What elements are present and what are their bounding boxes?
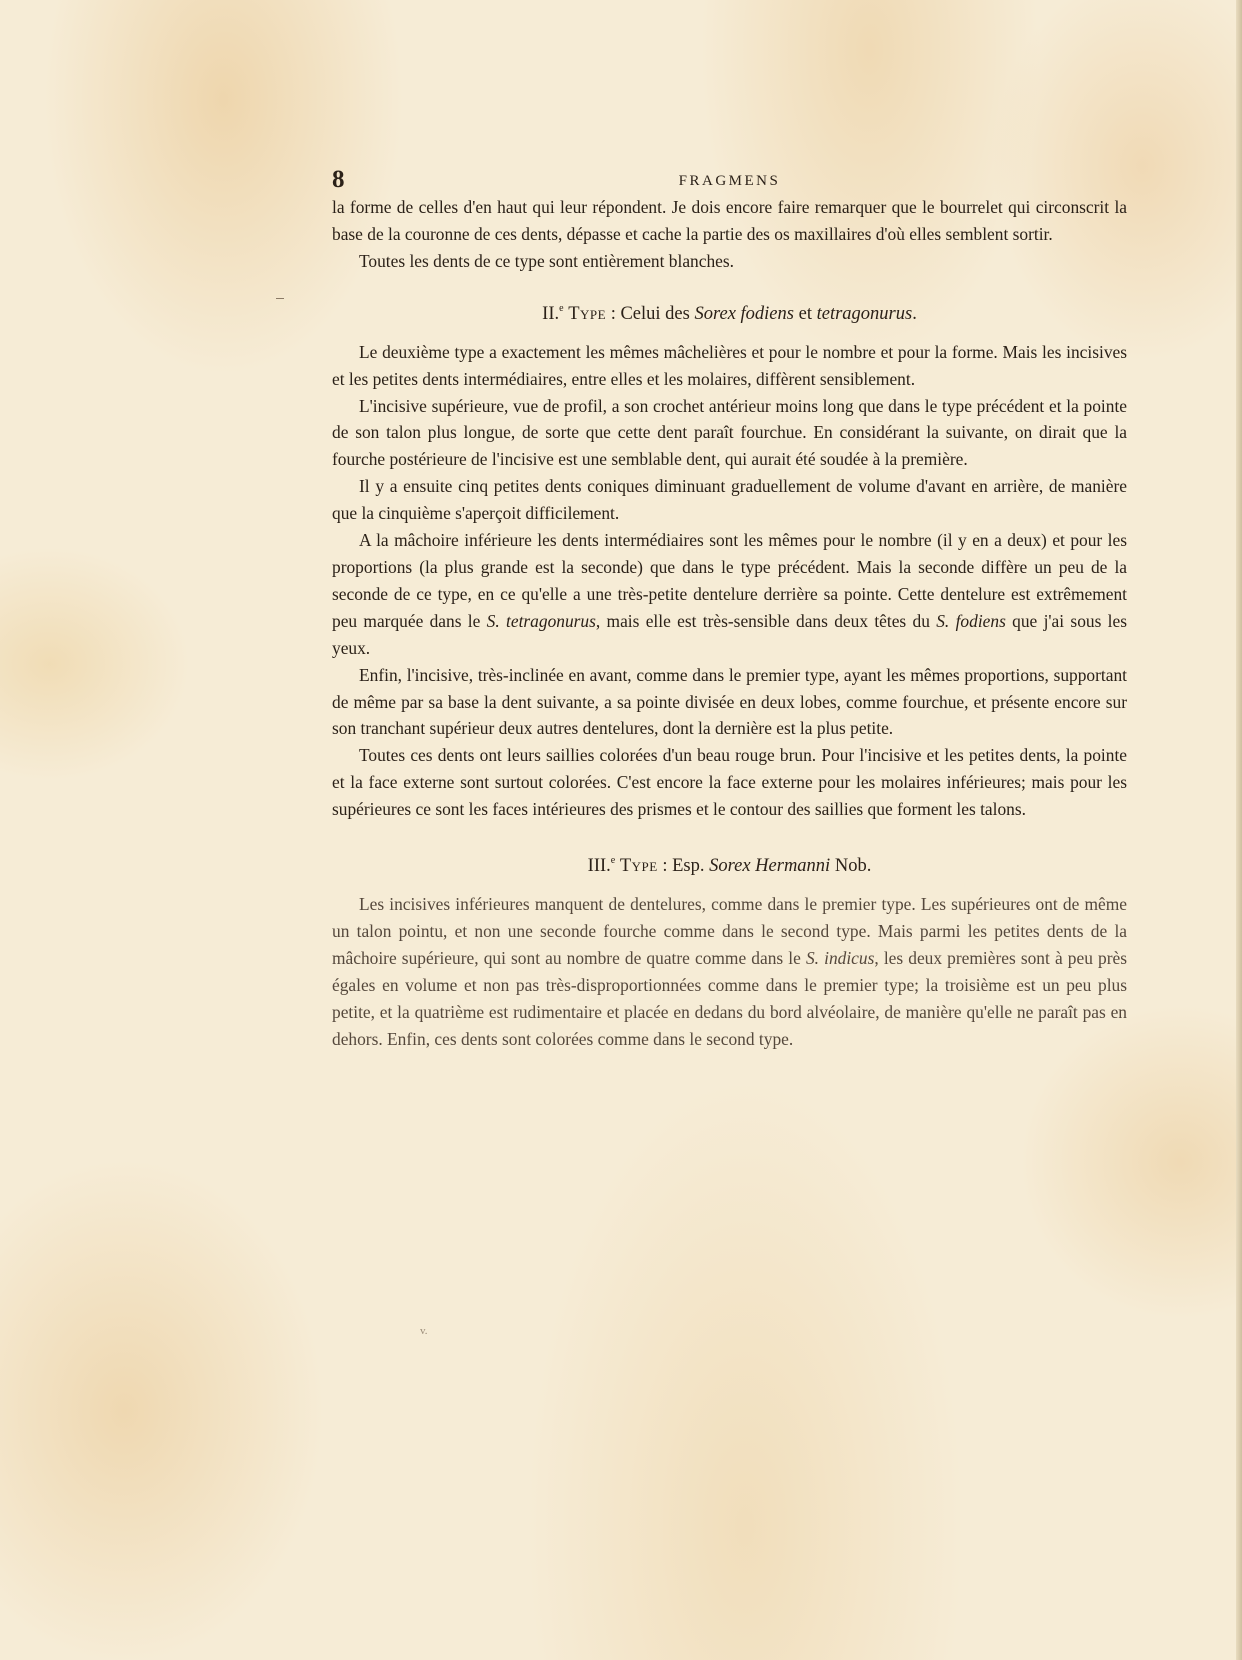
paragraph-continued: la forme de celles d'en haut qui leur répondent. Je dois encore faire remarquer que le bourrelet qui circonscrit la base de la couronne de ces dents, dépasse et cache la partie des os maxillaires d'où elles semblent sortir. [332, 197, 1127, 244]
heading-species-b: tetragonurus [816, 303, 913, 324]
heading-colon: : Celui des [606, 303, 695, 324]
text-run: Les incisives inférieures manquent de dentelures, comme dans le premier type. Les supérieures ont de même un talon pointu, et non une seconde fourche comme dans le second type. Mais parmi les petites dents de la mâchoire supérieure, qui sont au nombre de quatre comme dans le [332, 894, 1127, 968]
heading-period: . [912, 303, 917, 324]
section-heading-type-3 [332, 847, 1127, 880]
heading-type-word: Type [568, 303, 607, 324]
paragraph [332, 891, 1127, 1052]
species-name: S. fodiens [936, 610, 1006, 631]
page-number: 8 [332, 166, 345, 193]
signature-mark: v. [420, 1325, 428, 1337]
paragraph: Enfin, l'incisive, très-inclinée en avant, comme dans le premier type, ayant les mêmes proportions, supportant de même par sa base la dent suivante, a sa pointe divisée en deux lobes, comme fourchue, et présente encore sur son tranchant supérieur deux autres dentelures, dont la dernière est la plus petite. [332, 664, 1127, 739]
text-run: , les deux premières sont à peu près égales en volume et non pas très-disproportionnées comme dans le premier type; la troisième est un peu plus petite, et la quatrième est rudimentaire et placée en dedans du bord alvéolaire, de manière qu'elle ne paraît pas en dehors. Enfin, ces dents sont colorées comme dans le second type. [332, 947, 1127, 1049]
heading-species-a: Sorex fodiens [694, 303, 794, 324]
heading-numeral: III. [587, 856, 611, 877]
heading-conj: et [793, 303, 817, 324]
heading-numeral: II. [542, 303, 560, 324]
paragraph: Le deuxième type a exactement les mêmes mâchelières et pour le nombre et pour la forme. Mais les incisives et les petites dents intermédiaires, entre elles et les molaires, diffèrent sensiblement. [332, 341, 1127, 389]
heading-species: Sorex Hermanni [709, 856, 831, 877]
section-heading-type-2 [332, 295, 1127, 328]
faded-section [332, 891, 1127, 1052]
heading-type-word: Type [619, 856, 658, 877]
heading-colon: : Esp. [657, 856, 710, 877]
paragraph: Toutes ces dents ont leurs saillies colorées d'un beau rouge brun. Pour l'incisive et les petites dents, la pointe et la face externe sont surtout colorées. C'est encore la face externe pour les molaires inférieures; mais pour les supérieures ce sont les faces intérieures des prismes et le contour des saillies que forment les talons. [332, 745, 1127, 820]
species-name: S. indicus [805, 947, 875, 968]
text-run: que j'ai sous les yeux. [332, 610, 1127, 658]
heading-superscript: e [559, 302, 564, 314]
paragraph: Il y a ensuite cinq petites dents coniques diminuant graduellement de volume d'avant en arrière, de manière que la cinquième s'aperçoit difficilement. [332, 476, 1127, 524]
text-run: , mais elle est très-sensible dans deux têtes du [595, 610, 937, 631]
running-head [332, 166, 1127, 194]
paragraph: L'incisive supérieure, vue de profil, a son crochet antérieur moins long que dans le type précédent et la pointe de son talon plus longue, de sorte que cette dent paraît fourchue. En considérant la suivante, on dirait que la fourche postérieure de l'incisive est une semblable dent, qui aurait été soudée à la première. [332, 395, 1127, 470]
paragraph [332, 527, 1127, 662]
running-title: FRAGMENS [678, 173, 781, 189]
page-edge [1236, 0, 1242, 1660]
heading-suffix: Nob. [830, 856, 872, 877]
text-run: A la mâchoire inférieure les dents intermédiaires sont les mêmes pour le nombre (il y en a deux) et pour les proportions (la plus grande est la seconde) que dans le type précédent. Mais la seconde diffère un peu de la seconde de ce type, en ce qu'elle a une très-petite dentelure derrière sa pointe. Cette dentelure est extrêmement peu marquée dans le [332, 530, 1127, 631]
paragraph-white-teeth: Toutes les dents de ce type sont entièrement blanches. [359, 250, 734, 271]
page-body [332, 166, 1127, 1052]
margin-mark [276, 298, 284, 299]
heading-superscript: e [610, 855, 616, 867]
species-name: S. tetragonurus [486, 610, 596, 631]
